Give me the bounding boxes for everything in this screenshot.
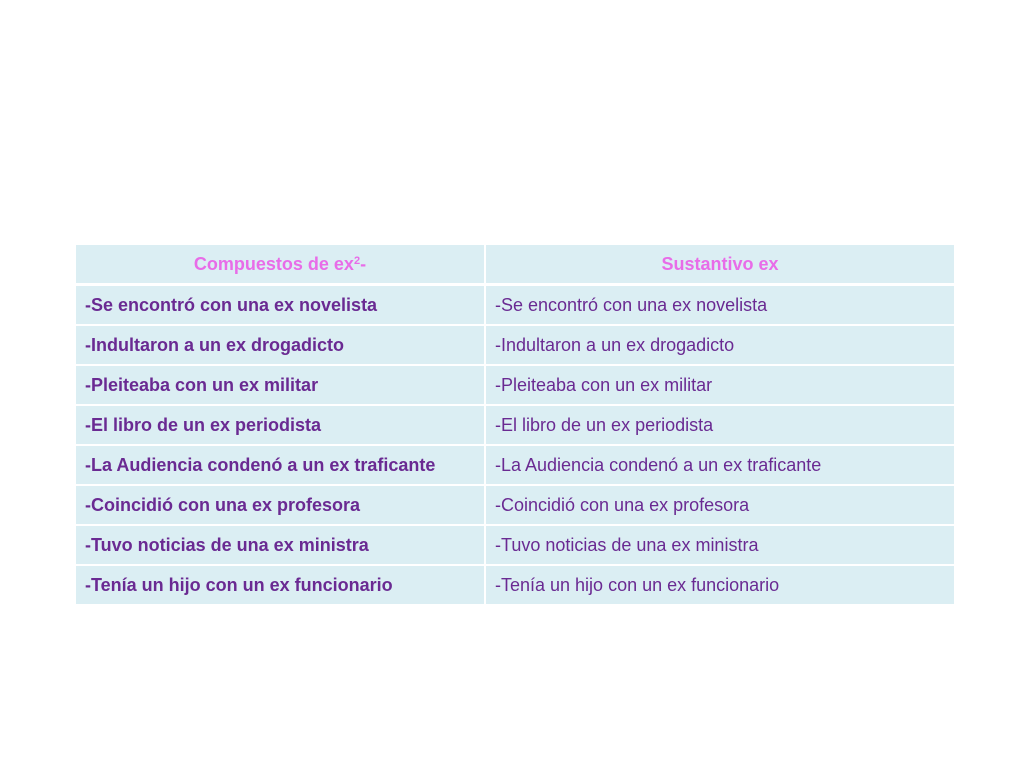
table-header-row [76, 245, 956, 286]
table-row [76, 326, 956, 366]
header-sustantivo [486, 245, 956, 286]
cell-compuestos: -Tuvo noticias de una ex ministra [76, 526, 486, 566]
table-row [76, 566, 956, 606]
table-row [76, 286, 956, 326]
cell-sustantivo: -Indultaron a un ex drogadicto [486, 326, 956, 366]
cell-sustantivo: -Pleiteaba con un ex militar [486, 366, 956, 406]
cell-compuestos: -Coincidió con una ex profesora [76, 486, 486, 526]
cell-compuestos: -Se encontró con una ex novelista [76, 286, 486, 326]
cell-compuestos: -Tenía un hijo con un ex funcionario [76, 566, 486, 606]
cell-compuestos: -Indultaron a un ex drogadicto [76, 326, 486, 366]
comparison-table-wrapper [76, 245, 956, 606]
cell-sustantivo: -Tuvo noticias de una ex ministra [486, 526, 956, 566]
table-row [76, 526, 956, 566]
header-sustantivo-text: Sustantivo ex [661, 253, 779, 274]
comparison-table [76, 245, 956, 606]
table-row [76, 406, 956, 446]
header-compuestos-suffix: - [360, 253, 367, 274]
cell-compuestos: -El libro de un ex periodista [76, 406, 486, 446]
cell-sustantivo: -Tenía un hijo con un ex funcionario [486, 566, 956, 606]
header-compuestos [76, 245, 486, 286]
cell-sustantivo: -Coincidió con una ex profesora [486, 486, 956, 526]
table-row [76, 366, 956, 406]
header-compuestos-text: Compuestos de ex [193, 253, 354, 274]
cell-compuestos: -Pleiteaba con un ex militar [76, 366, 486, 406]
cell-sustantivo: -El libro de un ex periodista [486, 406, 956, 446]
cell-sustantivo: -Se encontró con una ex novelista [486, 286, 956, 326]
header-superscript: 2 [353, 254, 361, 267]
cell-compuestos: -La Audiencia condenó a un ex traficante [76, 446, 486, 486]
table-row [76, 446, 956, 486]
cell-sustantivo: -La Audiencia condenó a un ex traficante [486, 446, 956, 486]
table-row [76, 486, 956, 526]
